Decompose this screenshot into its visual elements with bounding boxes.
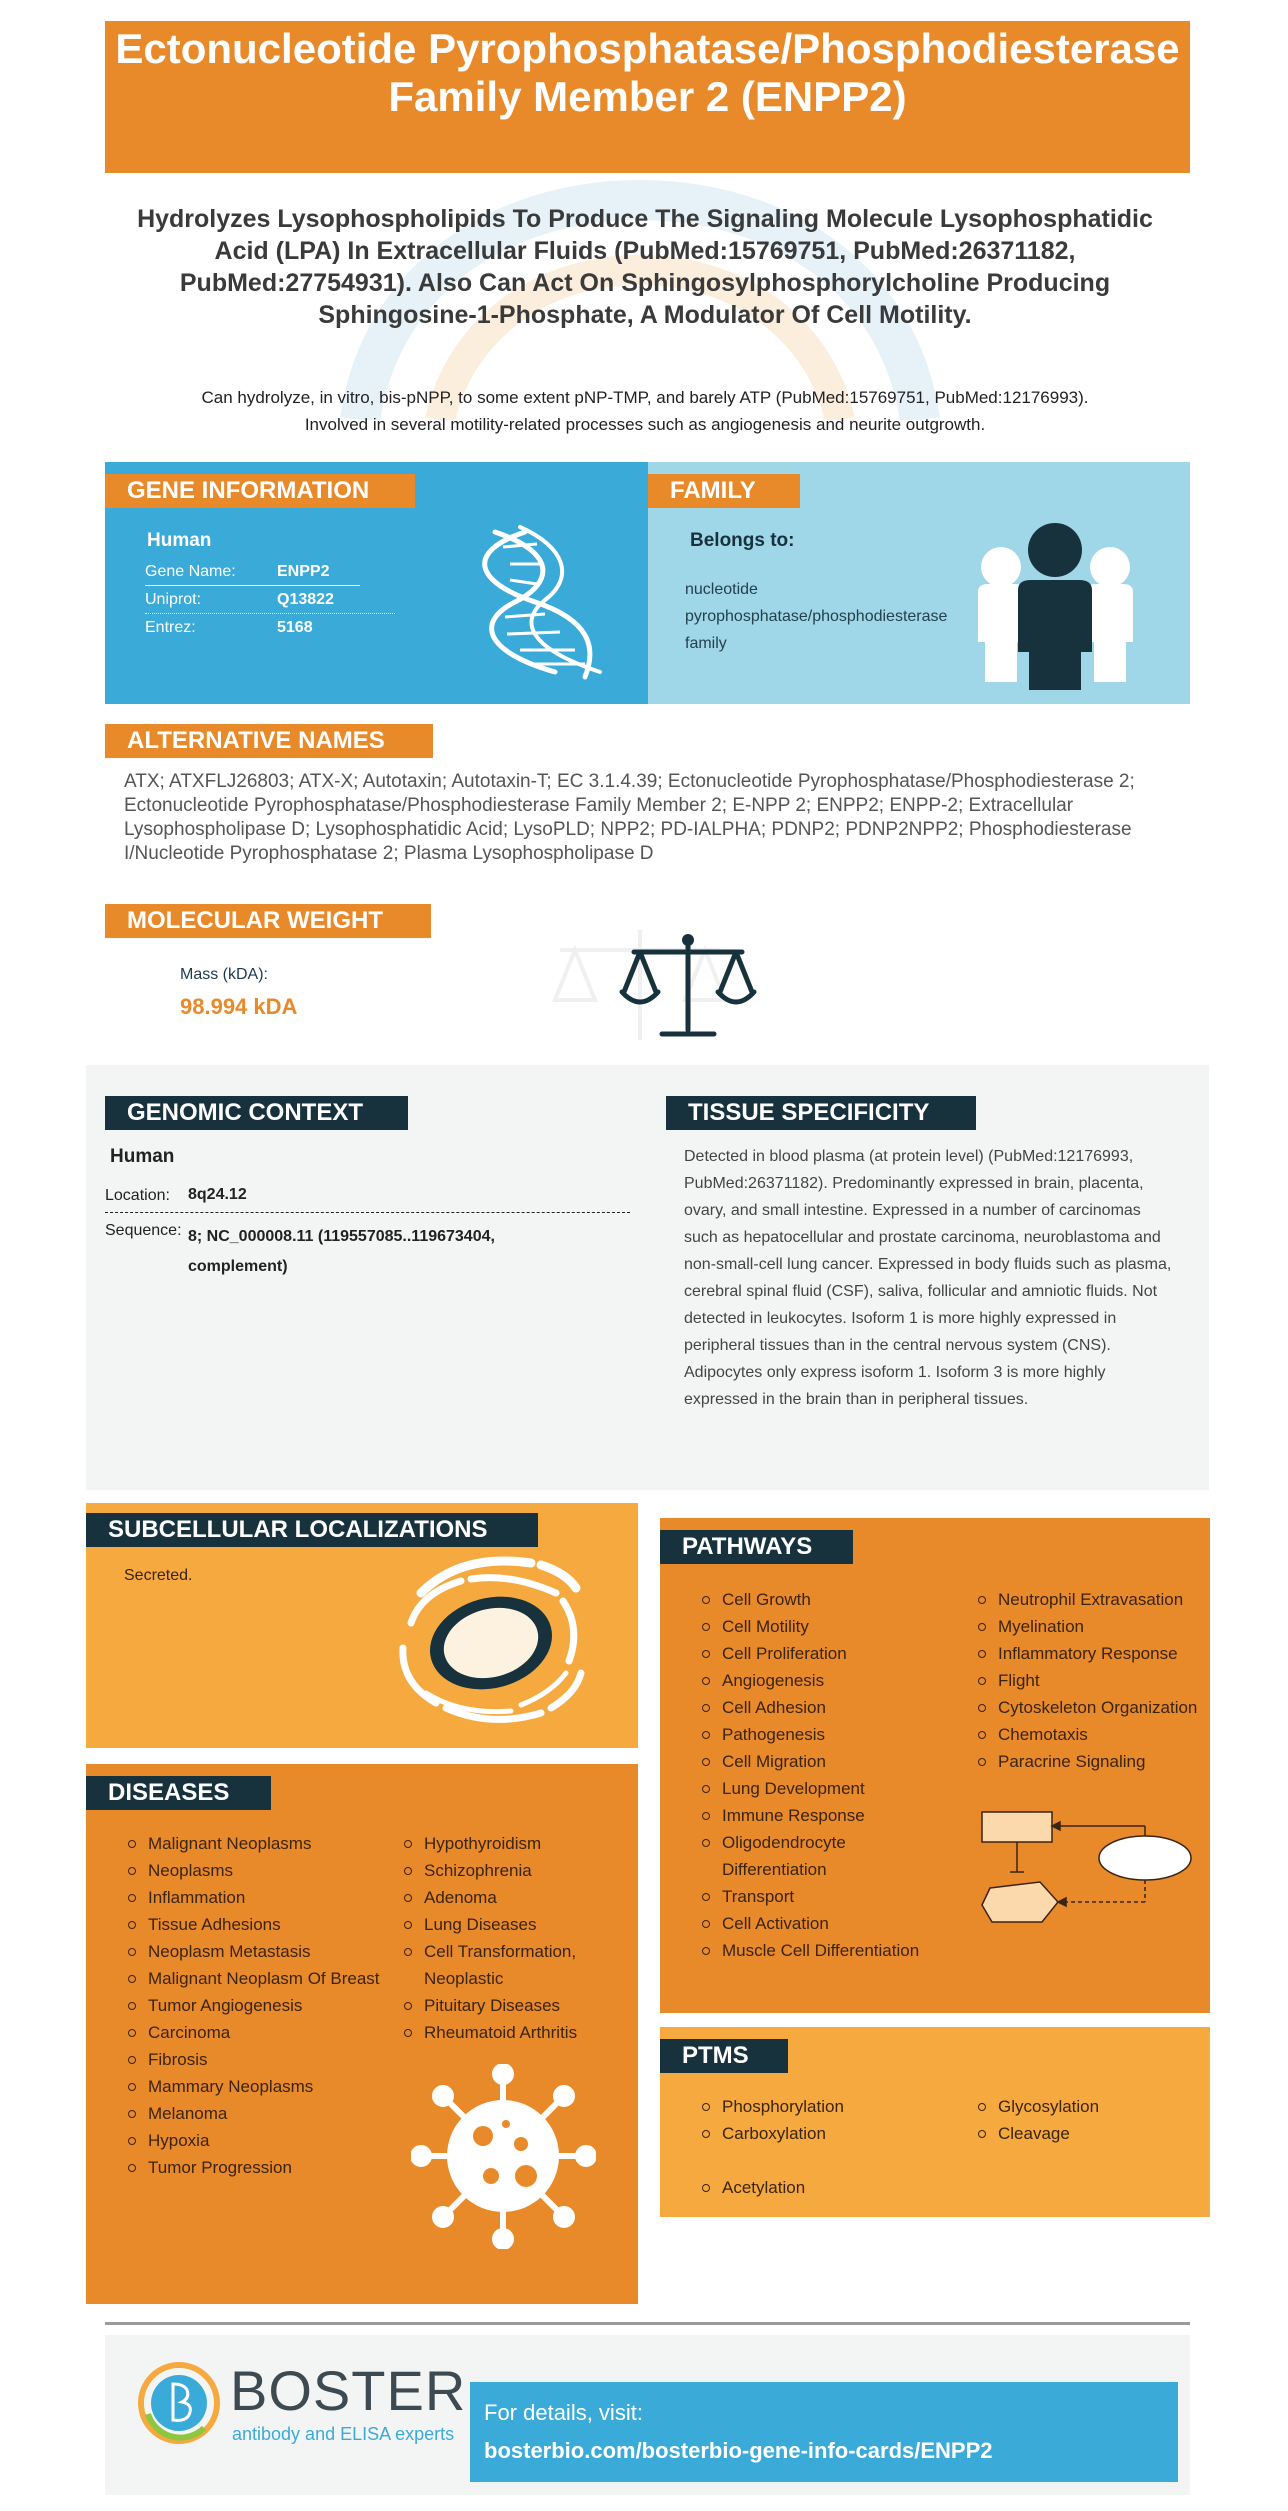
mass-label: Mass (kDA): — [180, 966, 268, 983]
list-item: Melanoma — [128, 2100, 388, 2127]
list-item: Myelination — [978, 1613, 1203, 1640]
summary-text: Hydrolyzes Lysophospholipids To Produce The Signaling Molecule Lysophosphatidic Acid (LPA) In Extracellular Fluids (PubMed:15769751, PubMed:26371182, PubMed:27754931). Also Can Act On Sphingosylphosphorylcholine Producing Sphingosine-1-Phosphate, A Modulator Of Cell Motility. — [137, 205, 1153, 329]
dna-icon — [465, 522, 625, 687]
family-panel — [648, 462, 1190, 704]
list-item: Cleavage — [978, 2120, 1198, 2147]
balance-scale-icon — [618, 930, 758, 1045]
list-item: Schizophrenia — [404, 1857, 624, 1884]
genomic-species: Human — [110, 1146, 175, 1167]
molecular-weight-heading: MOLECULAR WEIGHT — [105, 904, 431, 938]
ptms-list-1 — [702, 2093, 952, 2147]
family-line-1: nucleotide — [685, 581, 758, 598]
list-item: Angiogenesis — [702, 1667, 952, 1694]
boster-logo-icon — [138, 2362, 220, 2444]
pathways-list-1 — [702, 1586, 952, 1964]
mass-value: 98.994 kDA — [180, 994, 298, 1019]
sequence-value — [188, 1222, 495, 1282]
list-item: Flight — [978, 1667, 1203, 1694]
list-item: Muscle Cell Differentiation — [702, 1937, 952, 1964]
family-heading: FAMILY — [648, 474, 800, 508]
brand-tagline: antibody and ELISA experts — [232, 2424, 455, 2444]
list-item: Lung Development — [702, 1775, 952, 1802]
gene-name-value: ENPP2 — [277, 563, 330, 580]
list-item: Oligodendrocyte Differentiation — [702, 1829, 952, 1883]
gene-information-heading: GENE INFORMATION — [105, 474, 415, 508]
details-label: For details, visit: — [484, 2400, 643, 2425]
details-panel — [470, 2382, 1178, 2482]
list-item: Glycosylation — [978, 2093, 1198, 2120]
list-item: Mammary Neoplasms — [128, 2073, 388, 2100]
list-item: Pituitary Diseases — [404, 1992, 624, 2019]
list-item: Pathogenesis — [702, 1721, 952, 1748]
diseases-list-2 — [404, 1830, 624, 2046]
page-title: Ectonucleotide Pyrophosphatase/Phosphodiesterase Family Member 2 (ENPP2) — [105, 21, 1190, 173]
list-item: Inflammation — [128, 1884, 388, 1911]
list-item: Inflammatory Response — [978, 1640, 1203, 1667]
subcellular-heading: SUBCELLULAR LOCALIZATIONS — [86, 1513, 538, 1547]
entrez-value: 5168 — [277, 619, 313, 636]
list-item: Neutrophil Extravasation — [978, 1586, 1203, 1613]
brand-name: BOSTER — [230, 2359, 467, 2422]
list-item: Acetylation — [702, 2174, 952, 2201]
list-item: Hypothyroidism — [404, 1830, 624, 1857]
pathways-heading: PATHWAYS — [660, 1530, 853, 1564]
sequence-line-1: 8; NC_000008.11 (119557085..119673404, — [188, 1228, 495, 1245]
sequence-label: Sequence: — [105, 1222, 182, 1239]
ptms-heading: PTMS — [660, 2039, 788, 2073]
list-item: Carboxylation — [702, 2120, 952, 2147]
subcellular-panel — [86, 1503, 638, 1748]
family-line-2: pyrophosphatase/phosphodiesterase — [685, 608, 948, 625]
description-line-2: Involved in several motility-related processes such as angiogenesis and neurite outgrowth. — [304, 415, 986, 434]
ptms-list-2 — [978, 2093, 1198, 2147]
diseases-list-1 — [128, 1830, 388, 2181]
gene-information-panel — [105, 462, 648, 704]
list-item: Rheumatoid Arthritis — [404, 2019, 624, 2046]
description-line-1: Can hydrolyze, in vitro, bis-pNPP, to some extent pNP-TMP, and barely ATP (PubMed:15769751, PubMed:12176993). — [201, 388, 1089, 407]
alternative-names-heading: ALTERNATIVE NAMES — [105, 724, 433, 758]
list-item: Transport — [702, 1883, 952, 1910]
list-item: Malignant Neoplasms — [128, 1830, 388, 1857]
list-item: Cell Proliferation — [702, 1640, 952, 1667]
footer-divider — [105, 2322, 1190, 2325]
description-text — [110, 384, 1180, 438]
list-item: Cell Activation — [702, 1910, 952, 1937]
list-item: Adenoma — [404, 1884, 624, 1911]
list-item: Immune Response — [702, 1802, 952, 1829]
pathways-list-2 — [978, 1586, 1203, 1775]
gene-species: Human — [147, 530, 212, 551]
cell-icon — [391, 1543, 591, 1733]
tissue-specificity-text: Detected in blood plasma (at protein level) (PubMed:12176993, PubMed:26371182). Predominantly expressed in brain, placenta, ovary, and small intestine. Expressed in a number of carcinomas such as hepatocellular and prostate carcinoma, neuroblastoma and non-small-cell lung cancer. Expressed in body fluids such as plasma, cerebral spinal fluid (CSF), saliva, follicular and amniotic fluids. Not detected in leukocytes. Isoform 1 is more highly expressed in peripheral tissues than in the central nervous system (CNS). Adipocytes only express isoform 1. Isoform 3 is more highly expressed in the brain than in peripheral tissues. — [684, 1148, 1172, 1408]
alternative-names-text: ATX; ATXFLJ26803; ATX-X; Autotaxin; Autotaxin-T; EC 3.1.4.39; Ectonucleotide Pyrophosphatase/Phosphodiesterase 2; Ectonucleotide Pyrophosphatase/Phosphodiesterase Family Member 2; E-NPP 2; ENPP2; ENPP-2; Extracellular Lysophospholipase D; Lysophosphatidic Acid; LysoPLD; NPP2; PD-IALPHA; PDNP2; PDNP2NPP2; Phosphodiesterase I/Nucleotide Pyrophosphatase 2; Plasma Lysophospholipase D — [124, 771, 1135, 864]
location-row — [105, 1183, 630, 1213]
sequence-line-2: complement) — [188, 1258, 288, 1275]
location-value: 8q24.12 — [188, 1186, 247, 1203]
list-item: Cell Migration — [702, 1748, 952, 1775]
family-name — [685, 576, 947, 657]
list-item: Hypoxia — [128, 2127, 388, 2154]
list-item: Tumor Angiogenesis — [128, 1992, 388, 2019]
virus-icon — [411, 2064, 596, 2249]
list-item: Cell Adhesion — [702, 1694, 952, 1721]
location-label: Location: — [105, 1187, 170, 1204]
list-item: Paracrine Signaling — [978, 1748, 1203, 1775]
people-icon — [973, 522, 1138, 692]
list-item: Phosphorylation — [702, 2093, 952, 2120]
pathways-panel — [660, 1518, 1210, 2013]
list-item: Cell Growth — [702, 1586, 952, 1613]
diseases-heading: DISEASES — [86, 1776, 271, 1810]
list-item: Chemotaxis — [978, 1721, 1203, 1748]
uniprot-label: Uniprot: — [145, 591, 202, 608]
gene-name-row — [145, 558, 360, 586]
entrez-row — [145, 614, 360, 642]
list-item: Tissue Adhesions — [128, 1911, 388, 1938]
list-item: Malignant Neoplasm Of Breast — [128, 1965, 388, 1992]
list-item: Cell Motility — [702, 1613, 952, 1640]
list-item: Fibrosis — [128, 2046, 388, 2073]
uniprot-row — [145, 586, 395, 614]
entrez-label: Entrez: — [145, 619, 196, 636]
diseases-panel — [86, 1764, 638, 2304]
list-item: Neoplasms — [128, 1857, 388, 1884]
family-line-3: family — [685, 635, 727, 652]
list-item: Carcinoma — [128, 2019, 388, 2046]
list-item: Lung Diseases — [404, 1911, 624, 1938]
ptms-list-extra — [702, 2174, 952, 2201]
list-item: Cell Transformation, Neoplastic — [404, 1938, 624, 1992]
subcellular-text: Secreted. — [124, 1567, 193, 1584]
details-link[interactable]: bosterbio.com/bosterbio-gene-info-cards/ENPP2 — [484, 2438, 993, 2463]
gene-name-label: Gene Name: — [145, 563, 236, 580]
genomic-context-heading: GENOMIC CONTEXT — [105, 1096, 408, 1130]
pathway-diagram-icon — [980, 1810, 1195, 1925]
family-belongs-label: Belongs to: — [690, 530, 795, 551]
list-item: Cytoskeleton Organization — [978, 1694, 1203, 1721]
tissue-specificity-heading: TISSUE SPECIFICITY — [666, 1096, 976, 1130]
list-item: Tumor Progression — [128, 2154, 388, 2181]
list-item: Neoplasm Metastasis — [128, 1938, 388, 1965]
uniprot-value: Q13822 — [277, 591, 334, 608]
ptms-panel — [660, 2027, 1210, 2217]
